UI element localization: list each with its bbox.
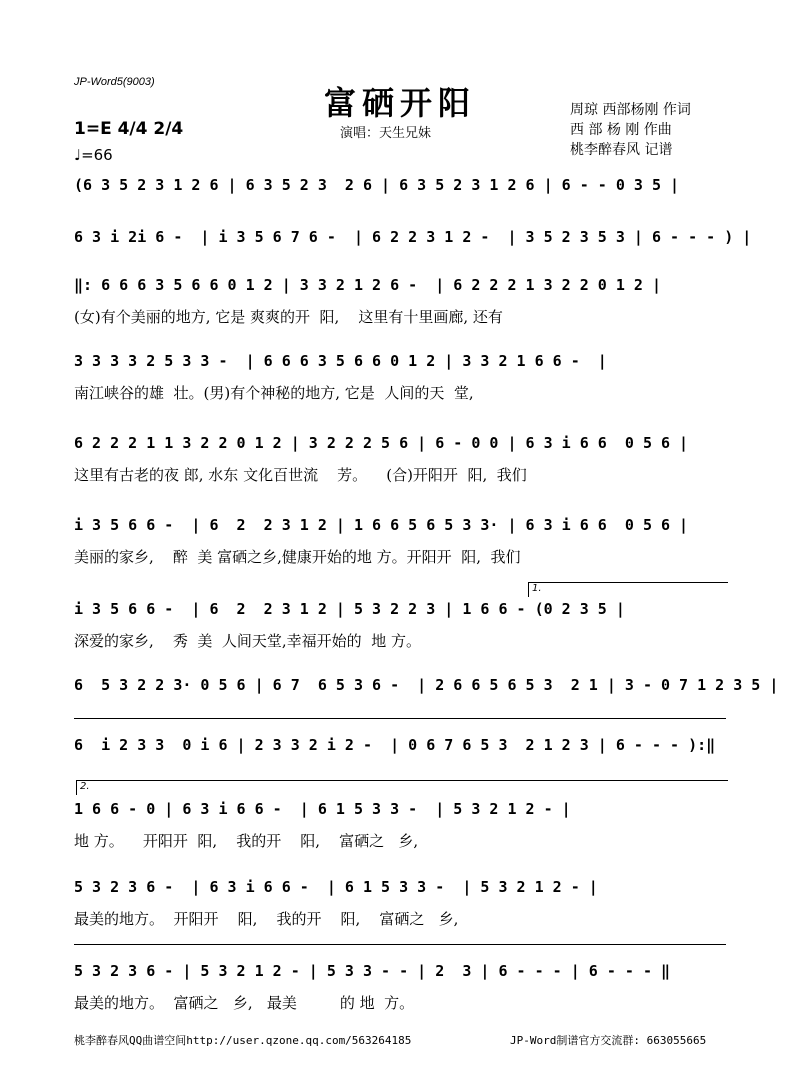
notation: ‖: 6 6 6 3 5 6 6 0 1 2 | 3 3 2 1 2 6 - | 6 2 2 2 1 3 2 2 0 1 2 | — [74, 276, 661, 294]
music-line-4 — [74, 352, 726, 378]
lyric-line-11: 最美的地方。 开阳开 阳, 我的开 阳, 富硒之 乡, — [74, 910, 459, 928]
tempo-marking: ♩=66 — [74, 146, 113, 164]
credits — [570, 100, 691, 160]
notation: (6 3 5 2 3 1 2 6 | 6 3 5 2 3 2 6 | 6 3 5 2 3 1 2 6 | 6 - - 0 3 5 | — [74, 176, 680, 194]
music-line-3 — [74, 276, 726, 302]
software-label: JP-Word5(9003) — [74, 76, 155, 88]
notation: 3 3 3 3 2 5 3 3 - | 6 6 6 3 5 6 6 0 1 2 | 3 3 2 1 6 6 - | — [74, 352, 607, 370]
lyric-line-12: 最美的地方。 富硒之 乡, 最美 的 地 方。 — [74, 994, 415, 1012]
footer-left: 桃李醉春风QQ曲谱空间http://user.qzone.qq.com/563264185 — [74, 1034, 412, 1047]
singer-label: 演唱：天生兄妹 — [340, 126, 432, 141]
music-line-5 — [74, 434, 726, 460]
music-line-8 — [74, 676, 779, 702]
music-line-12 — [74, 962, 726, 988]
notation: i 3 5 6 6 - | 6 2 2 3 1 2 | 5 3 2 2 3 | 1 6 6 - (0 2 3 5 | — [74, 600, 625, 618]
section-line — [74, 944, 726, 945]
lyric-line-3: (女)有个美丽的地方, 它是 爽爽的开 阳, 这里有十里画廊, 还有 — [74, 308, 503, 326]
lyricist: 周琼 西部杨刚 作词 — [570, 102, 691, 118]
music-line-2 — [74, 228, 752, 254]
lyric-line-10: 地 方。 开阳开 阳, 我的开 阳, 富硒之 乡, — [74, 832, 419, 850]
music-line-1 — [74, 176, 726, 202]
transcriber: 桃李醉春风 记谱 — [570, 142, 673, 158]
lyric-line-4: 南江峡谷的雄 壮。(男)有个神秘的地方, 它是 人间的天 堂, — [74, 384, 474, 402]
notation: i 3 5 6 6 - | 6 2 2 3 1 2 | 1 6 6 5 6 5 3 3· | 6 3 i 6 6 0 5 6 | — [74, 516, 689, 534]
notation: 5 3 2 3 6 - | 6 3 i 6 6 - | 6 1 5 3 3 - | 5 3 2 1 2 - | — [74, 878, 598, 896]
notation: 6 i 2 3 3 0 i 6 | 2 3 3 2 i 2 - | 0 6 7 6 5 3 2 1 2 3 | 6 - - - ):‖ — [74, 736, 716, 754]
key-signature: 1=E 4/4 2/4 — [74, 119, 184, 139]
notation: 6 3 i 2i 6 - | i 3 5 6 7 6 - | 6 2 2 3 1 2 - | 3 5 2 3 5 3 | 6 - - - ) | — [74, 228, 752, 246]
first-ending-bracket: 1. — [528, 582, 728, 597]
lyric-line-6: 美丽的家乡, 醉 美 富硒之乡,健康开始的地 方。开阳开 阳, 我们 — [74, 548, 521, 566]
lyric-line-5: 这里有古老的夜 郎, 水东 文化百世流 芳。 (合)开阳开 阳, 我们 — [74, 466, 527, 484]
composer: 西 部 杨 刚 作曲 — [570, 122, 672, 138]
lyric-line-7: 深爱的家乡, 秀 美 人间天堂,幸福开始的 地 方。 — [74, 632, 421, 650]
music-line-6 — [74, 516, 726, 542]
notation: 6 2 2 2 1 1 3 2 2 0 1 2 | 3 2 2 2 5 6 | 6 - 0 0 | 6 3 i 6 6 0 5 6 | — [74, 434, 689, 452]
notation: 1 6 6 - 0 | 6 3 i 6 6 - | 6 1 5 3 3 - | 5 3 2 1 2 - | — [74, 800, 571, 818]
notation: 5 3 2 3 6 - | 5 3 2 1 2 - | 5 3 3 - - | 2 3 | 6 - - - | 6 - - - ‖ — [74, 962, 671, 980]
first-ending-top-line — [74, 718, 726, 719]
music-line-9 — [74, 736, 726, 762]
music-line-10 — [74, 800, 726, 826]
music-line-11 — [74, 878, 726, 904]
second-ending-bracket: 2. — [76, 780, 728, 795]
song-title: 富硒开阳 — [323, 84, 476, 122]
footer-right: JP-Word制谱官方交流群: 663055665 — [510, 1034, 707, 1047]
music-line-7 — [74, 600, 726, 626]
notation: 6 5 3 2 2 3· 0 5 6 | 6 7 6 5 3 6 - | 2 6 6 5 6 5 3 2 1 | 3 - 0 7 1 2 3 5 | — [74, 676, 779, 694]
